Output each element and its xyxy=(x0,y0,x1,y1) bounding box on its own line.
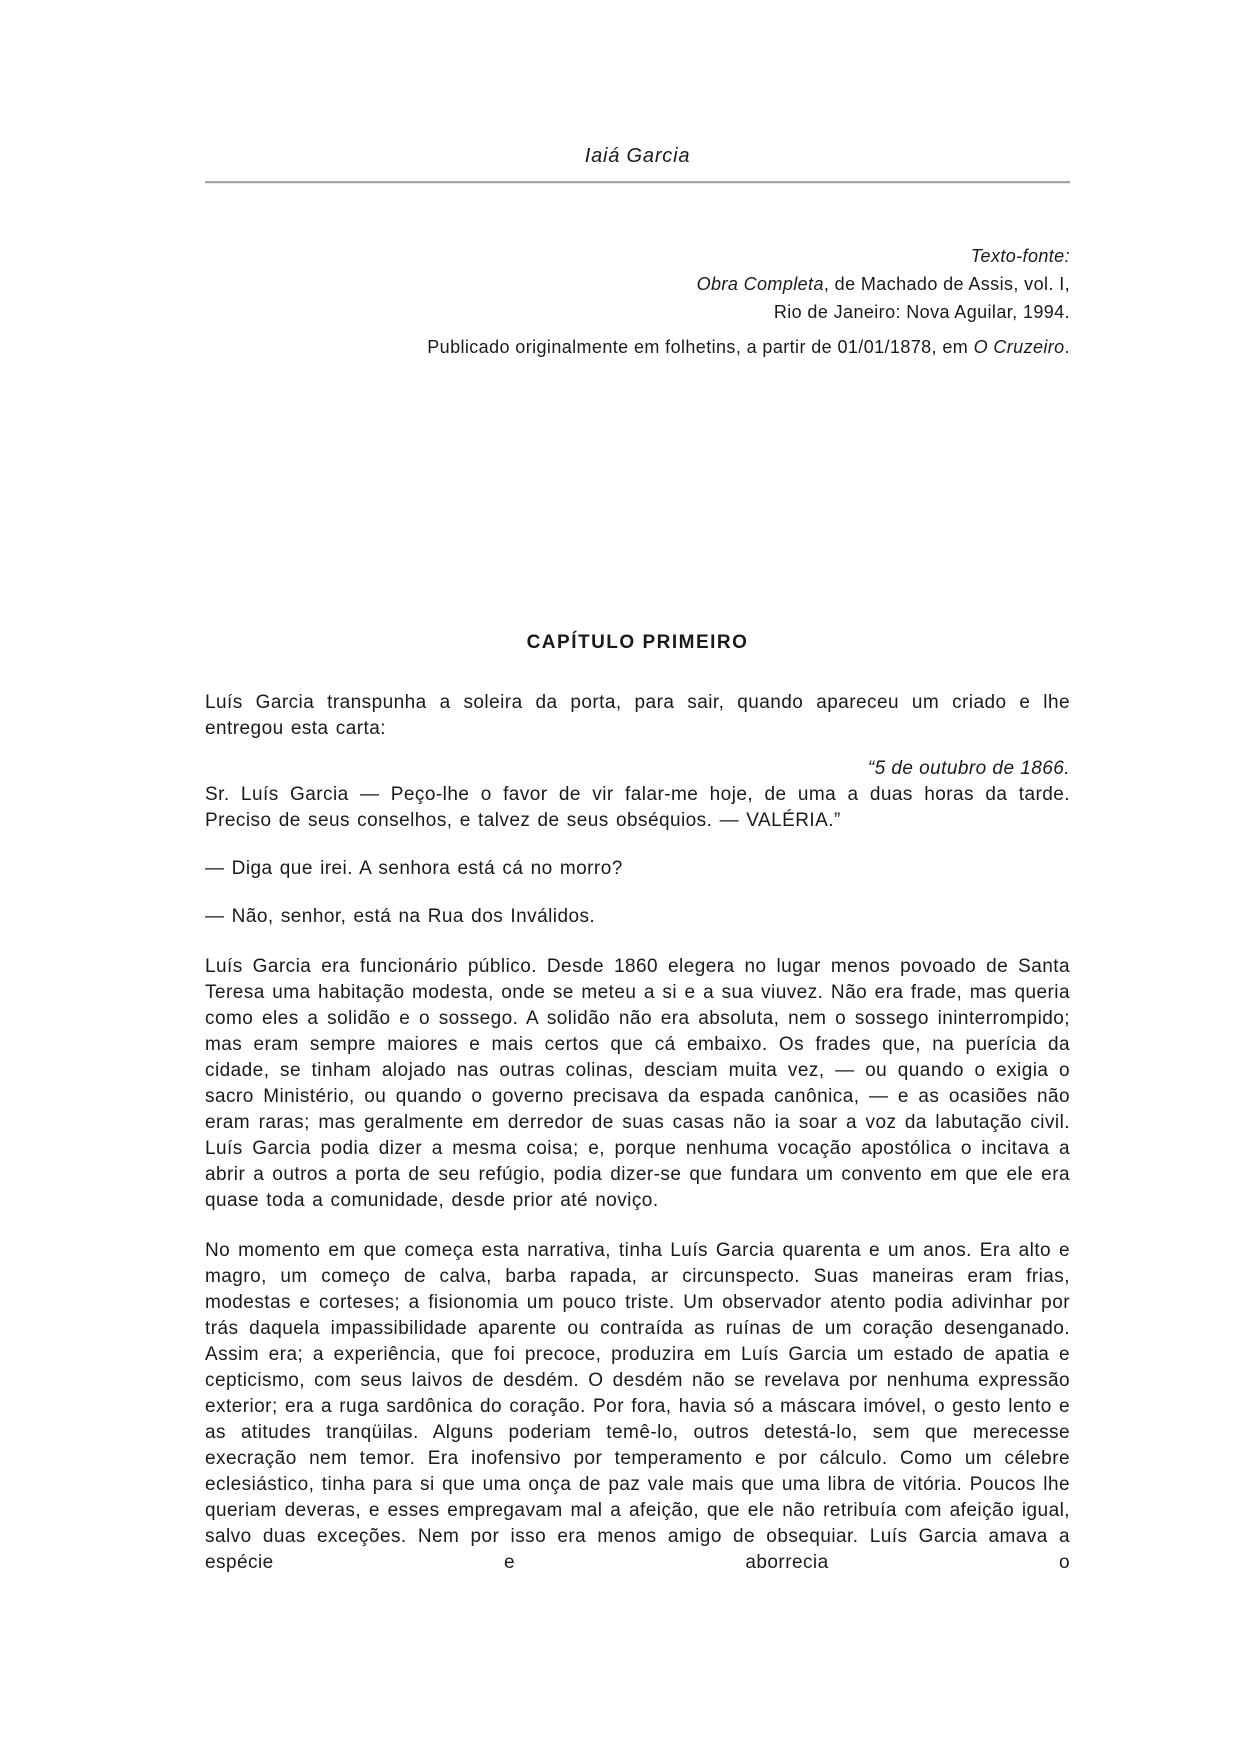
paragraph-intro: Luís Garcia transpunha a soleira da porta, para sair, quando apareceu um criado e lhe entregou esta carta: xyxy=(205,692,1070,739)
publication-journal: O Cruzeiro xyxy=(973,337,1065,357)
letter-block xyxy=(205,756,1070,834)
publication-note-suffix: . xyxy=(1064,337,1070,357)
divider xyxy=(205,181,1070,184)
source-work-rest: , de Machado de Assis, vol. I, xyxy=(823,274,1070,294)
letter-date: “5 de outubro de 1866. xyxy=(867,758,1070,779)
source-label: Texto-fonte: xyxy=(970,246,1070,266)
publication-note xyxy=(205,334,1070,360)
dialog-line-2: — Não, senhor, está na Rua dos Inválidos. xyxy=(205,906,596,927)
source-work-title: Obra Completa xyxy=(696,274,824,294)
page-title: Iaiá Garcia xyxy=(584,145,691,167)
paragraph-luis-garcia: Luís Garcia era funcionário público. Desde 1860 elegera no lugar menos povoado de Santa Teresa uma habitação modesta, onde se meteu a si e a sua viuvez. Não era frade, mas queria como eles a solidão e o sossego. A solidão não era absoluta, nem o sossego ininterrompido; mas eram sempre maiores e mais certos que cá embaixo. Os frades que, na puerícia da cidade, se tinham alojado nas outras colinas, desciam muita vez, — ou quando o exigia o sacro Ministério, ou quando o governo precisava da espada canônica, — e as ocasiões não eram raras; mas geralmente em derredor de suas casas não ia soar a voz da labutação civil. Luís Garcia podia dizer a mesma coisa; e, porque nenhuma vocação apostólica o incitava a abrir a outros a porta de seu refúgio, podia dizer-se que fundara um convento em que ele era quase toda a comunidade, desde prior até noviço. xyxy=(205,956,1070,1211)
source-work-line xyxy=(205,270,1070,298)
publication-note-prefix: Publicado originalmente em folhetins, a partir de 01/01/1878, em xyxy=(427,337,974,357)
source-block xyxy=(205,242,1070,326)
letter-body: Sr. Luís Garcia — Peço-lhe o favor de vir falar-me hoje, de uma a duas horas da tarde. Preciso de seus conselhos, e talvez de seus obséquios. — VALÉRIA.” xyxy=(205,784,1070,831)
source-publisher-line: Rio de Janeiro: Nova Aguilar, 1994. xyxy=(773,302,1070,322)
paragraph-narrative: No momento em que começa esta narrativa, tinha Luís Garcia quarenta e um anos. Era alto e magro, um começo de calva, barba rapada, ar circunspecto. Suas maneiras eram frias, modestas e corteses; a fisionomia um pouco triste. Um observador atento podia adivinhar por trás daquela impassibilidade aparente ou contraída as ruínas de um coração desenganado. Assim era; a experiência, que foi precoce, produzira em Luís Garcia um estado de apatia e cepticismo, com seus laivos de desdém. O desdém não se revelava por nenhuma expressão exterior; era a ruga sardônica do coração. Por fora, havia só a máscara imóvel, o gesto lento e as atitudes tranqüilas. Alguns poderiam temê-lo, outros detestá-lo, sem que merecesse execração nem temor. Era inofensivo por temperamento e por cálculo. Como um célebre eclesiástico, tinha para si que uma onça de paz vale mais que uma libra de vitória. Poucos lhe queriam deveras, e esses empregavam mal a afeição, que ele não retribuía com afeição igual, salvo duas exceções. Nem por isso era menos amigo de obsequiar. Luís Garcia amava a espécie e aborrecia o xyxy=(205,1240,1070,1573)
dialog-line-1: — Diga que irei. A senhora está cá no morro? xyxy=(205,858,623,879)
chapter-heading: CAPÍTULO PRIMEIRO xyxy=(526,632,749,653)
